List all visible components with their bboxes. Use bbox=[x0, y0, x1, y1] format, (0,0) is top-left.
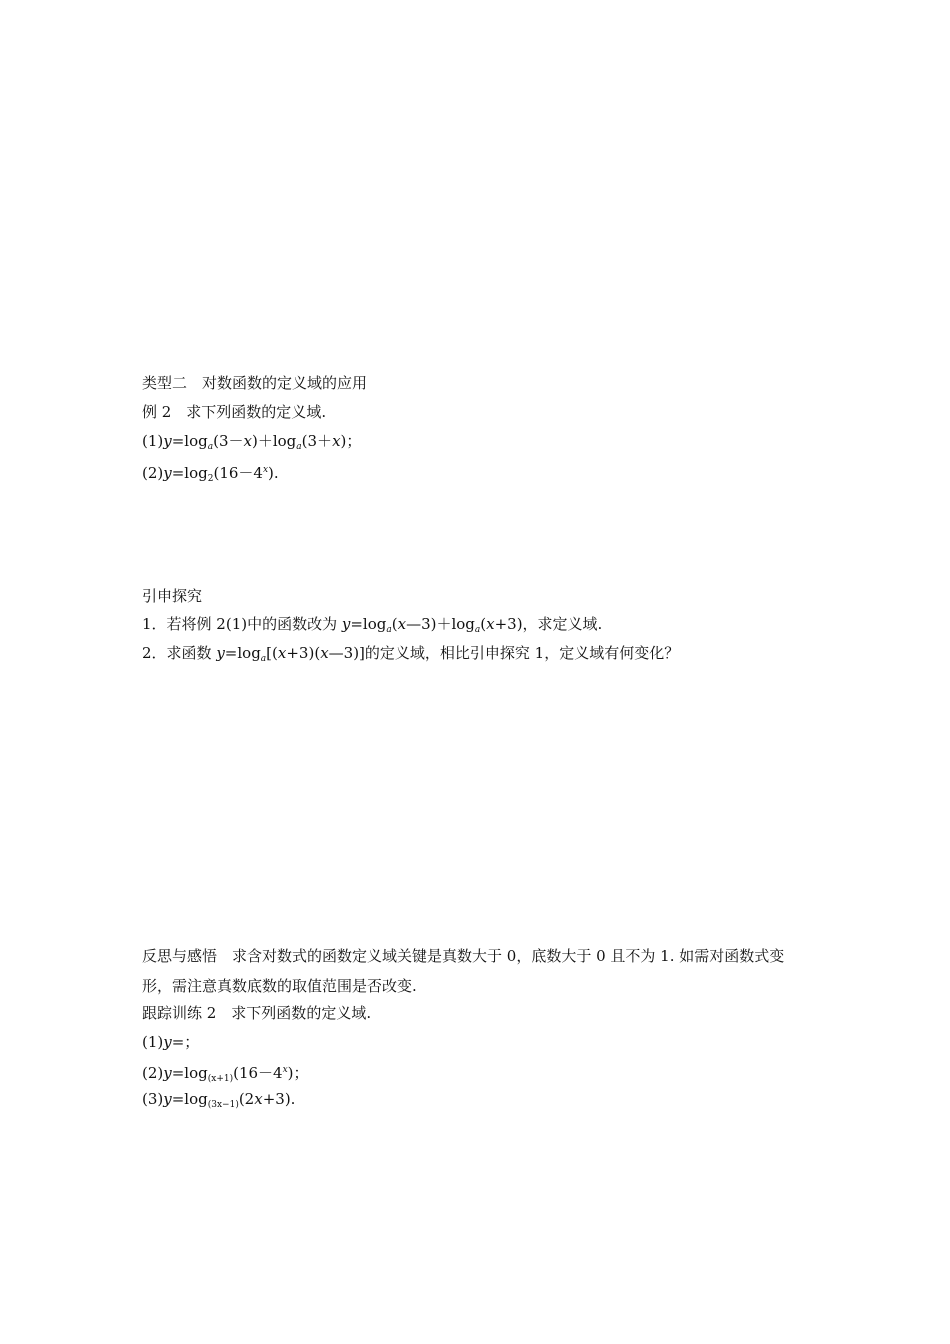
extension-question-1: 1．若将例 2(1)中的函数改为 $y=\log_a(x—3)+\log_a(x+3)$，求定义域. bbox=[142, 615, 603, 635]
practice-heading: 跟踪训练 2 求下列函数的定义域. bbox=[142, 1004, 372, 1022]
example-2-item-2: $(2)y=\log_2(16-4^x)$. bbox=[142, 464, 279, 484]
extension-question-2: 2．求函数 $y=\log_a[(x+3)(x—3)]$的定义域，相比引申探究 1，定义域有何变化？ bbox=[142, 644, 680, 664]
practice-item-3: $(3)y=\log_{(3x-1)}(2x+3)$. bbox=[142, 1090, 296, 1110]
practice-item-2: $(2)y=\log_{(x+1)}(16-4^x)$； bbox=[142, 1064, 309, 1084]
example-2-prompt: 例 2 求下列函数的定义域. bbox=[142, 403, 327, 421]
reflection-paragraph: 反思与感悟 求含对数式的函数定义域关键是真数大于 0，底数大于 0 且不为 1. 如需对函数式变形，需注意真数底数的取值范围是否改变. bbox=[142, 947, 785, 995]
section-heading: 类型二 对数函数的定义域的应用 bbox=[142, 374, 368, 392]
extension-heading: 引申探究 bbox=[142, 587, 203, 605]
example-2-item-1: $(1)y=\log_a(3-x)+\log_a(3+x)$； bbox=[142, 432, 362, 452]
practice-item-1: (1)y=； bbox=[142, 1033, 200, 1051]
